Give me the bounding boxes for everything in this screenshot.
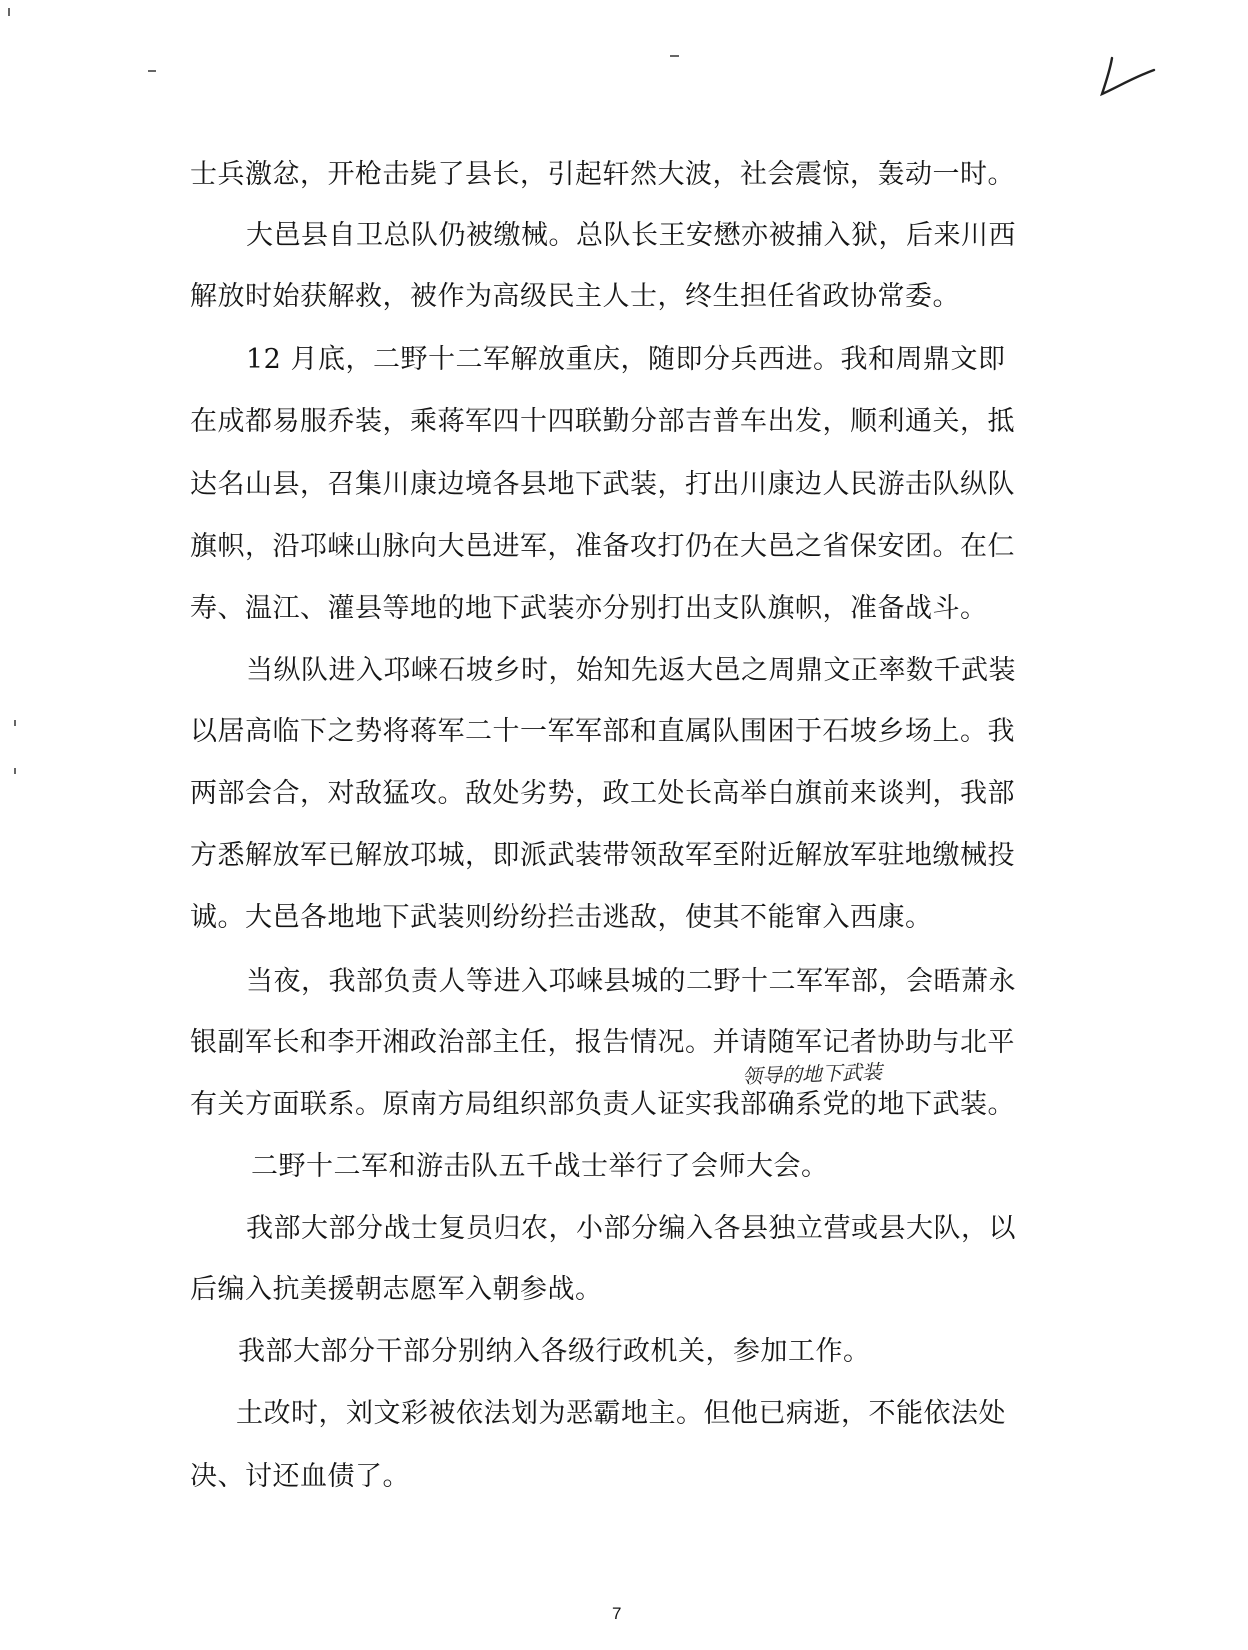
page-number: 7 <box>612 1604 622 1623</box>
text-line: 决、讨还血债了。 <box>190 1461 410 1492</box>
text-line: 我部大部分战士复员归农，小部分编入各县独立营或县大队，以 <box>246 1213 1016 1244</box>
scan-speck <box>8 8 10 16</box>
text-line: 当纵队进入邛崃石坡乡时，始知先返大邑之周鼎文正率数千武装 <box>246 655 1016 686</box>
text-line: 土改时，刘文彩被依法划为恶霸地主。但他已病逝，不能依法处 <box>236 1398 1006 1429</box>
text-line: 两部会合，对敌猛攻。敌处劣势，政工处长高举白旗前来谈判，我部 <box>190 778 1015 809</box>
text-line: 大邑县自卫总队仍被缴械。总队长王安懋亦被捕入狱，后来川西 <box>246 220 1016 251</box>
text-line: 二野十二军和游击队五千战士举行了会师大会。 <box>251 1151 829 1182</box>
scan-speck <box>14 720 16 726</box>
scan-speck <box>14 768 16 774</box>
text-line: 12 月底，二野十二军解放重庆，随即分兵西进。我和周鼎文即 <box>246 344 1006 375</box>
text-line: 我部大部分干部分别纳入各级行政机关，参加工作。 <box>238 1336 871 1367</box>
text-line: 有关方面联系。原南方局组织部负责人证实我部确系党的地下武装。 <box>190 1089 1015 1120</box>
text-line: 解放时始获解救，被作为高级民主人士，终生担任省政协常委。 <box>190 281 960 312</box>
text-line: 当夜，我部负责人等进入邛崃县城的二野十二军军部，会晤萧永 <box>246 966 1016 997</box>
text-line: 寿、温江、灌县等地的地下武装亦分别打出支队旗帜，准备战斗。 <box>190 593 988 624</box>
text-line: 旗帜，沿邛崃山脉向大邑进军，准备攻打仍在大邑之省保安团。在仁 <box>190 531 1015 562</box>
text-line: 方悉解放军已解放邛城，即派武装带领敌军至附近解放军驻地缴械投 <box>190 840 1015 871</box>
text-line: 诚。大邑各地地下武装则纷纷拦击逃敌，使其不能窜入西康。 <box>190 902 933 933</box>
text-line: 达名山县，召集川康边境各县地下武装，打出川康边人民游击队纵队 <box>190 469 1015 500</box>
handwritten-check-icon <box>1098 52 1158 102</box>
text-line: 后编入抗美援朝志愿军入朝参战。 <box>190 1274 603 1305</box>
text-line: 以居高临下之势将蒋军二十一军军部和直属队围困于石坡乡场上。我 <box>190 716 1015 747</box>
text-line: 士兵激忿，开枪击毙了县长，引起轩然大波，社会震惊，轰动一时。 <box>190 159 1015 190</box>
text-line: 银副军长和李开湘政治部主任，报告情况。并请随军记者协助与北平 <box>190 1027 1015 1058</box>
handwritten-insertion: 领导的地下武装 <box>741 1059 883 1089</box>
scan-speck <box>670 55 679 57</box>
text-line: 在成都易服乔装，乘蒋军四十四联勤分部吉普车出发，顺利通关，抵 <box>190 406 1015 437</box>
scan-speck <box>148 70 156 72</box>
